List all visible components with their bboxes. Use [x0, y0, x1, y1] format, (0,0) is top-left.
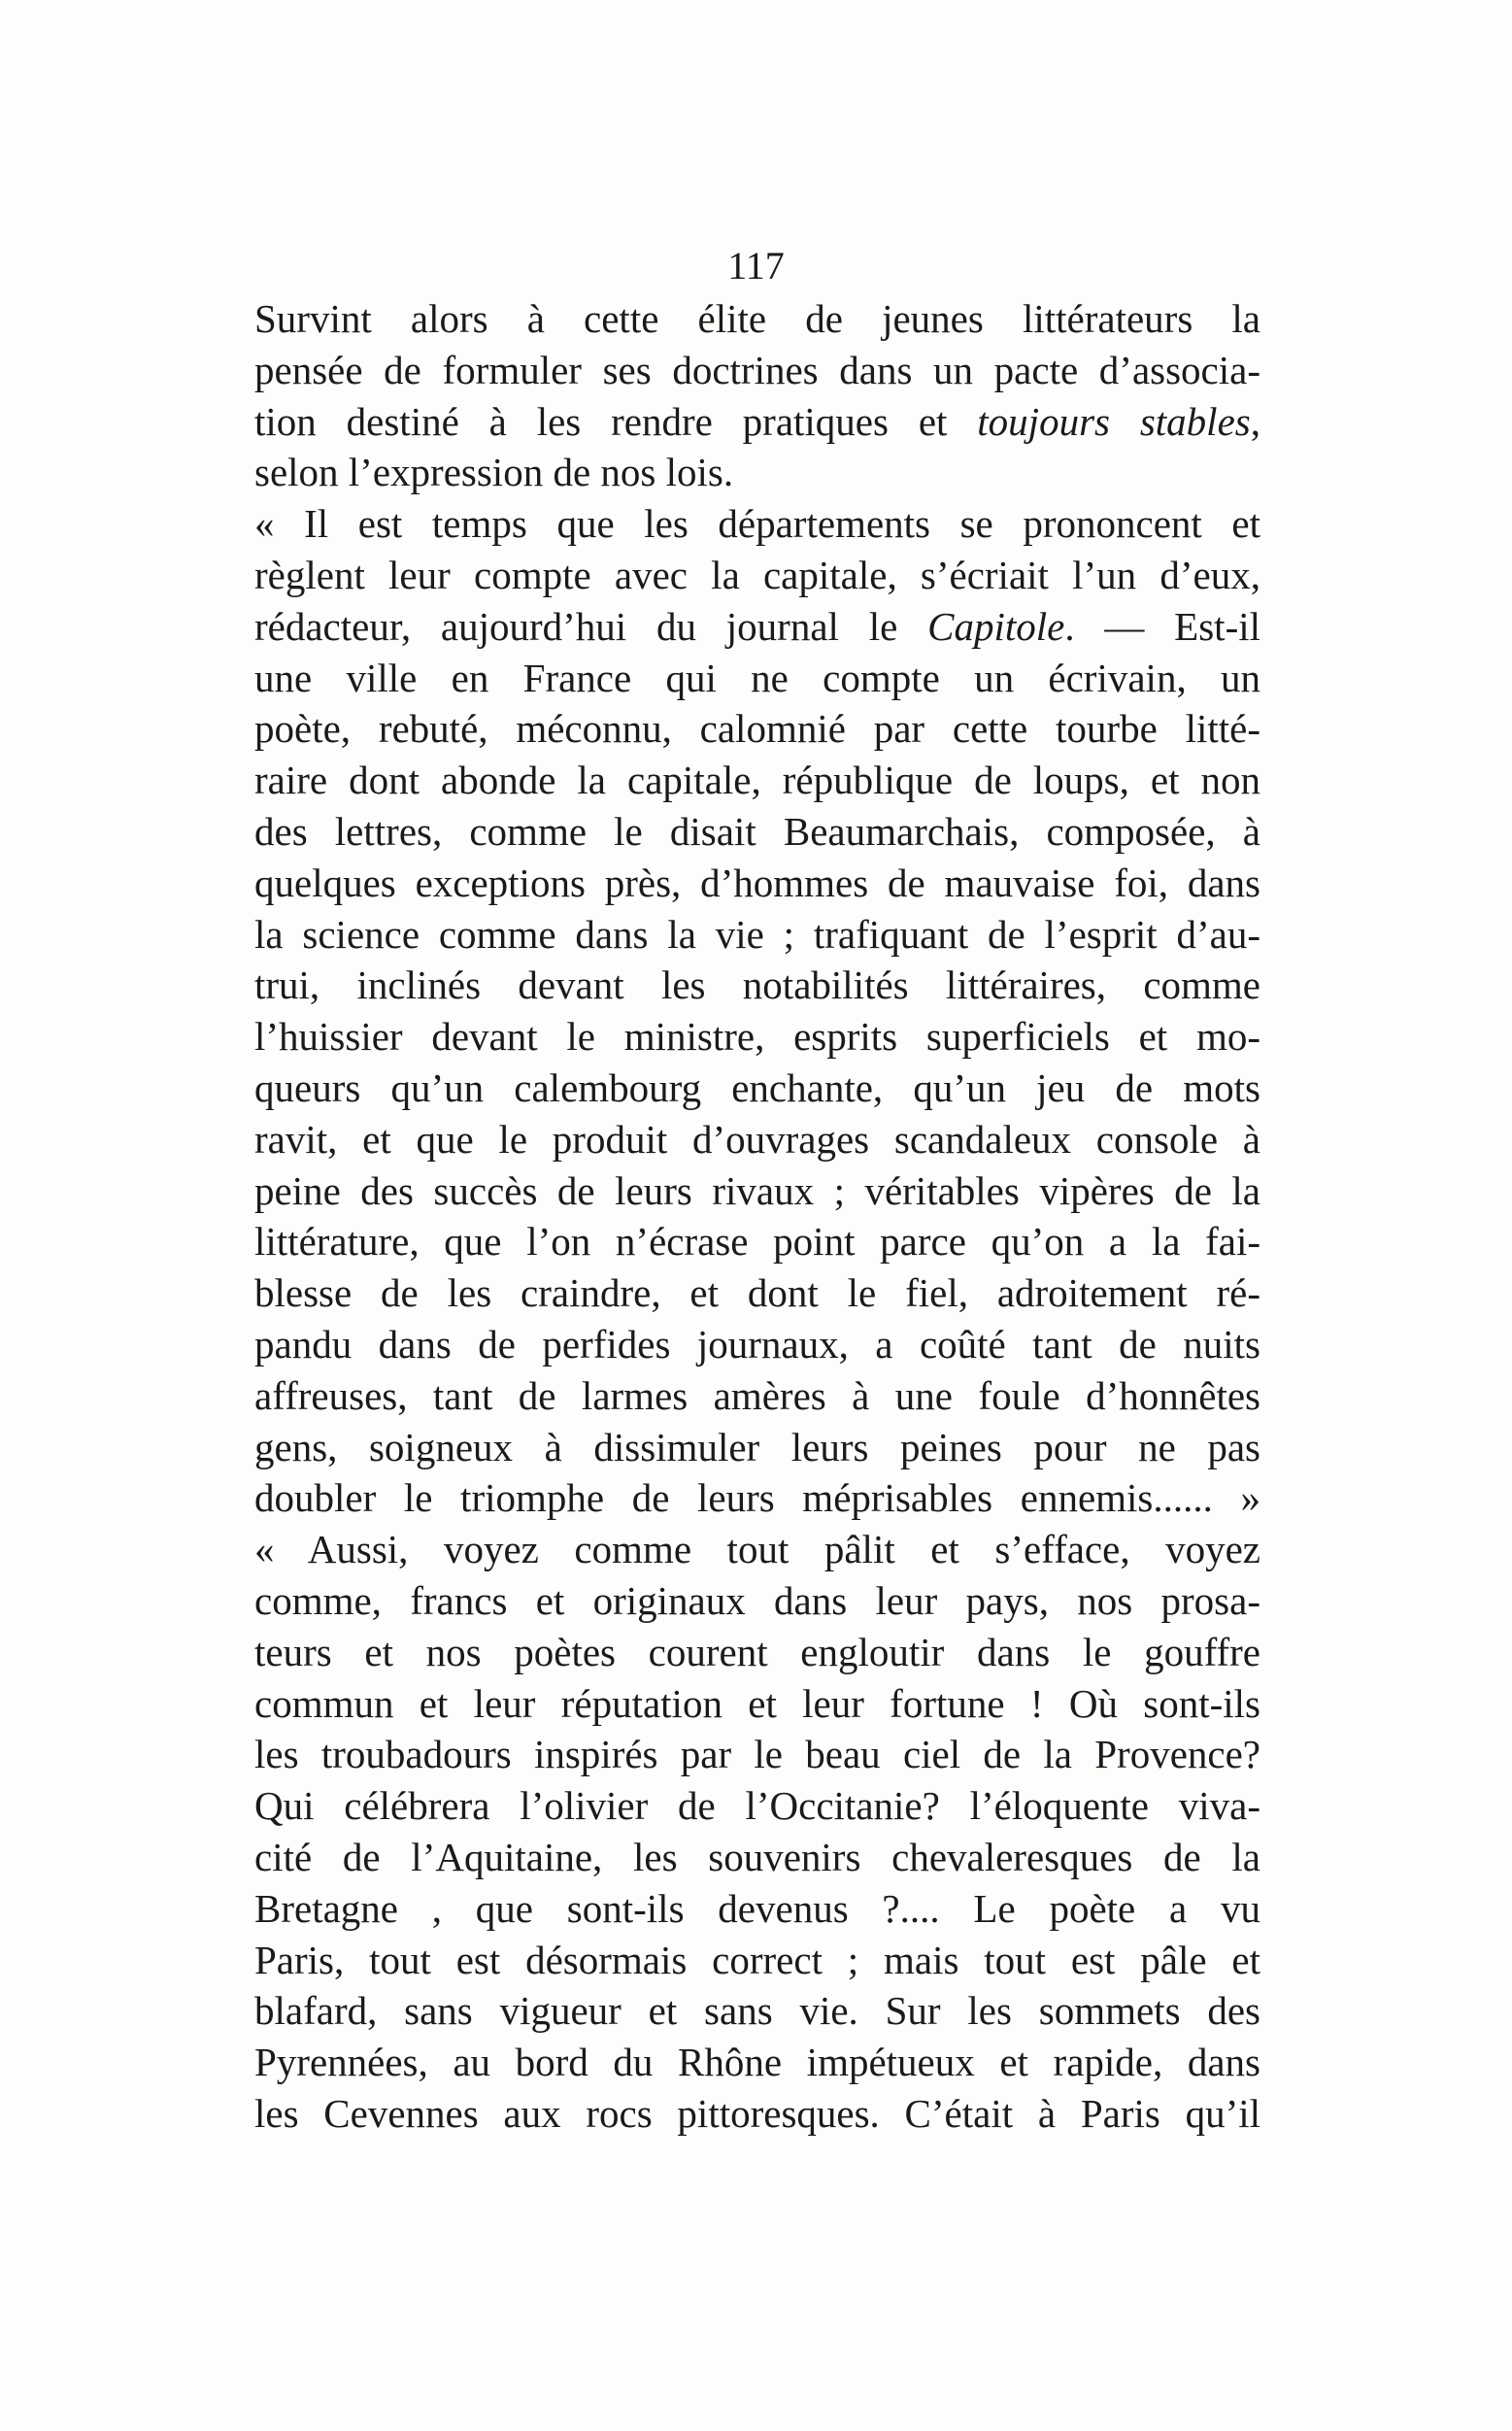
- text-span: commun et leur réputation et leur fortune ! Où sont-ils: [254, 1680, 1260, 1726]
- text-line: [254, 1832, 1260, 1883]
- text-span: des lettres, comme le disait Beaumarchais, composée, à: [254, 808, 1260, 854]
- text-span: teurs et nos poètes courent engloutir dans le gouffre: [254, 1629, 1260, 1674]
- text-line: [254, 1370, 1260, 1422]
- text-span: gens, soigneux à dissimuler leurs peines pour ne pas: [254, 1424, 1260, 1469]
- text-line: [254, 1935, 1260, 1986]
- text-span: . — Est-il: [1064, 603, 1260, 649]
- text-line: [254, 755, 1260, 806]
- text-line: [254, 858, 1260, 909]
- text-line: [254, 1780, 1260, 1832]
- text-span: ravit, et que le produit d’ouvrages scandaleux console à: [254, 1116, 1260, 1162]
- text-span: une ville en France qui ne compte un écrivain, un: [254, 655, 1260, 700]
- text-span: raire dont abonde la capitale, république de loups, et non: [254, 758, 1260, 803]
- text-span: Pyrennées, au bord du Rhône impétueux et rapide, dans: [254, 2040, 1260, 2085]
- text-line: [254, 1678, 1260, 1730]
- text-span: blafard, sans vigueur et sans vie. Sur les sommets des: [254, 1988, 1260, 2034]
- text-span: les Cevennes aux rocs pittoresques. C’était à Paris qu’il: [254, 2090, 1260, 2136]
- text-span: affreuses, tant de larmes amères à une foule d’honnêtes: [254, 1372, 1260, 1418]
- text-span: blesse de les craindre, et dont le fiel, adroitement ré-: [254, 1270, 1260, 1316]
- text-span: ,: [1250, 398, 1260, 444]
- text-span: quelques exceptions près, d’hommes de mauvaise foi, dans: [254, 860, 1260, 905]
- text-line: [254, 1267, 1260, 1319]
- text-span: selon l’expression de nos lois.: [254, 450, 734, 495]
- text-span: rédacteur, aujourd’hui du journal le: [254, 603, 928, 649]
- text-line: [254, 1883, 1260, 1935]
- text-line: [254, 601, 1260, 653]
- text-line: [254, 1063, 1260, 1114]
- text-line: [254, 396, 1260, 448]
- text-line: [254, 498, 1260, 550]
- text-span: poète, rebuté, méconnu, calomnié par cette tourbe litté-: [254, 706, 1260, 752]
- text-line: [254, 447, 1260, 498]
- text-line: [254, 1319, 1260, 1370]
- text-span: la science comme dans la vie ; trafiquant de l’esprit d’au-: [254, 911, 1260, 957]
- text-line: [254, 1422, 1260, 1473]
- text-span: comme, francs et originaux dans leur pays, nos prosa-: [254, 1577, 1260, 1623]
- text-line: [254, 1575, 1260, 1627]
- text-span: tion destiné à les rendre pratiques et: [254, 398, 978, 444]
- text-span: Survint alors à cette élite de jeunes littérateurs la: [254, 296, 1260, 341]
- text-span: « Il est temps que les départements se prononcent et: [254, 501, 1260, 547]
- page-number: 117: [727, 244, 785, 287]
- text-span: cité de l’Aquitaine, les souvenirs chevaleresques de la: [254, 1834, 1260, 1879]
- text-line: [254, 550, 1260, 601]
- italic-text: Capitole: [927, 603, 1065, 649]
- italic-text: toujours stables: [977, 398, 1251, 444]
- text-span: Paris, tout est désormais correct ; mais tout est pâle et: [254, 1937, 1260, 1982]
- text-line: [254, 2088, 1260, 2140]
- text-span: littérature, que l’on n’écrase point parce qu’on a la fai-: [254, 1219, 1260, 1265]
- text-span: règlent leur compte avec la capitale, s’écriait l’un d’eux,: [254, 552, 1260, 597]
- text-line: [254, 1114, 1260, 1165]
- text-span: peine des succès de leurs rivaux ; véritables vipères de la: [254, 1167, 1260, 1213]
- text-span: Bretagne , que sont-ils devenus ?.... Le poète a vu: [254, 1885, 1260, 1931]
- body-text: [254, 293, 1260, 2140]
- text-line: [254, 806, 1260, 858]
- text-line: [254, 2037, 1260, 2088]
- text-line: [254, 1165, 1260, 1217]
- text-line: [254, 1011, 1260, 1063]
- text-span: Qui célébrera l’olivier de l’Occitanie? l’éloquente viva-: [254, 1783, 1260, 1829]
- text-span: doubler le triomphe de leurs méprisables ennemis...... »: [254, 1475, 1260, 1521]
- text-line: [254, 1472, 1260, 1524]
- text-line: [254, 960, 1260, 1011]
- text-span: pensée de formuler ses doctrines dans un pacte d’associa-: [254, 347, 1260, 392]
- text-line: [254, 345, 1260, 396]
- text-span: pandu dans de perfides journaux, a coûté tant de nuits: [254, 1321, 1260, 1367]
- text-span: trui, inclinés devant les notabilités littéraires, comme: [254, 962, 1260, 1008]
- text-line: [254, 653, 1260, 704]
- text-line: [254, 293, 1260, 345]
- text-line: [254, 1729, 1260, 1780]
- text-line: [254, 1524, 1260, 1575]
- text-span: les troubadours inspirés par le beau ciel de la Provence?: [254, 1732, 1260, 1777]
- text-span: l’huissier devant le ministre, esprits superficiels et mo-: [254, 1014, 1260, 1060]
- text-span: « Aussi, voyez comme tout pâlit et s’efface, voyez: [254, 1527, 1260, 1572]
- text-line: [254, 1216, 1260, 1267]
- text-line: [254, 703, 1260, 755]
- text-line: [254, 1627, 1260, 1678]
- text-line: [254, 1985, 1260, 2037]
- text-line: [254, 909, 1260, 961]
- text-span: queurs qu’un calembourg enchante, qu’un jeu de mots: [254, 1064, 1260, 1110]
